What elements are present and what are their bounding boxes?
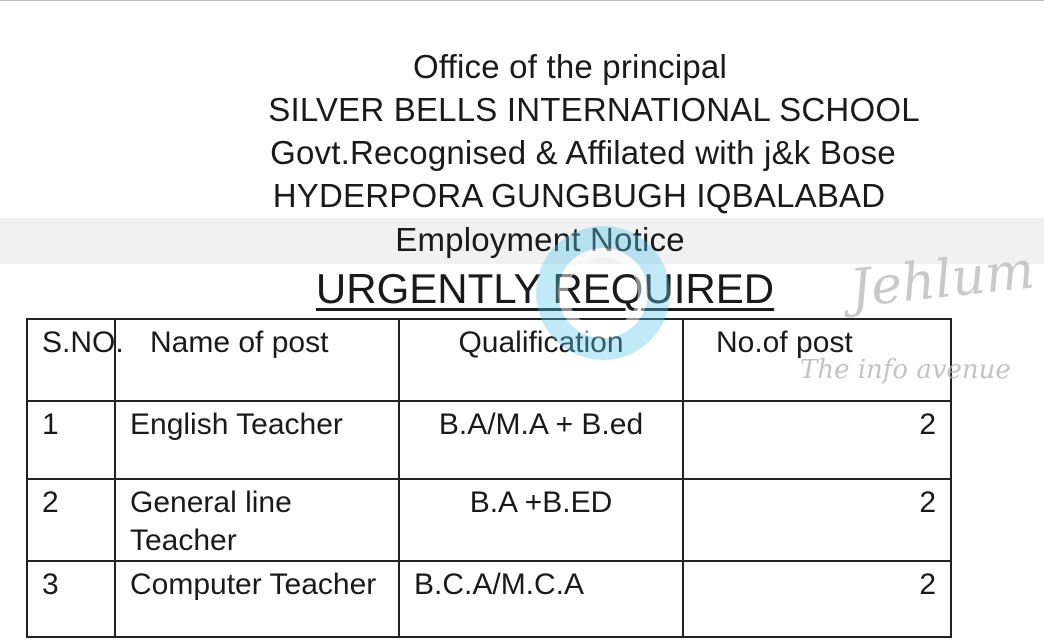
row-sno: 1 [27, 401, 115, 479]
watermark-tagline: The info avenue [800, 355, 1011, 385]
row-sno: 3 [27, 561, 115, 637]
table-row [27, 401, 951, 479]
recognition-line: Govt.Recognised & Affilated with j&k Bose [270, 134, 896, 171]
header-post: Name of post [115, 319, 399, 401]
row-post: Computer Teacher [115, 561, 399, 637]
row-count: 2 [683, 401, 951, 479]
row-qualification: B.A +B.ED [399, 479, 683, 561]
table-row [27, 479, 951, 561]
notice-type: Employment Notice [395, 221, 685, 258]
page-title: URGENTLY REQUIRED [315, 265, 775, 312]
table-header-row [27, 319, 951, 401]
header-count: No.of post [683, 319, 951, 401]
office-line: Office of the principal [413, 48, 727, 85]
school-name: SILVER BELLS INTERNATIONAL SCHOOL [268, 91, 920, 128]
address-line: HYDERPORA GUNGBUGH IQBALABAD [272, 177, 886, 214]
row-count: 2 [683, 561, 951, 637]
header-qualification: Qualification [399, 319, 683, 401]
row-count: 2 [683, 479, 951, 561]
top-border-line [0, 0, 1044, 1]
row-post: General line Teacher [115, 479, 399, 561]
vacancy-table [26, 318, 952, 638]
table-row [27, 561, 951, 637]
watermark-logo-text: Jehlum [847, 240, 1038, 320]
row-qualification: B.C.A/M.C.A [399, 561, 683, 637]
row-qualification: B.A/M.A + B.ed [399, 401, 683, 479]
header-sno: S.NO. [27, 319, 115, 401]
row-post: English Teacher [115, 401, 399, 479]
row-sno: 2 [27, 479, 115, 561]
